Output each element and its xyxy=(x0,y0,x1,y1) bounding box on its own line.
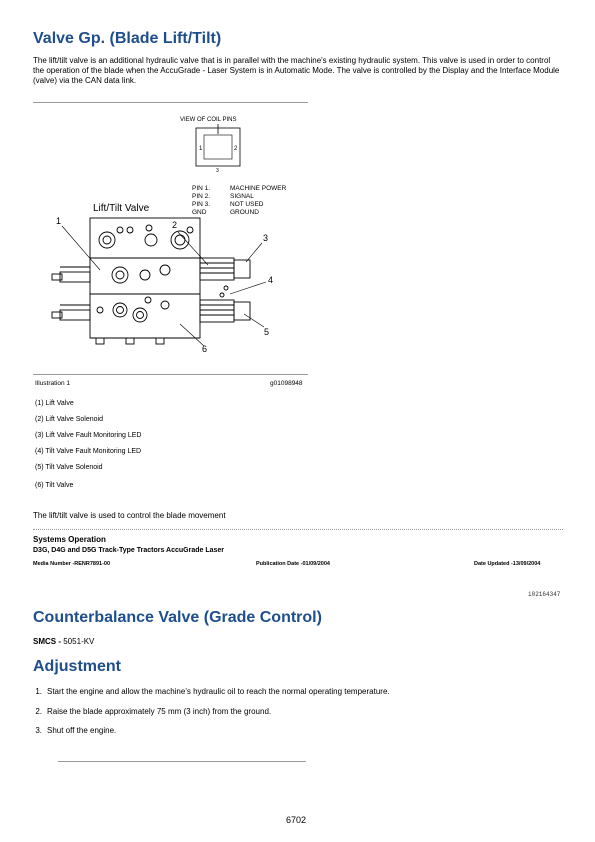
footer-heading: Systems Operation xyxy=(33,535,106,544)
step-text: Shut off the engine. xyxy=(47,726,117,735)
pin-desc: SIGNAL xyxy=(230,193,254,200)
smcs-line xyxy=(33,637,94,646)
coil-pin-3: 3 xyxy=(216,168,219,174)
valve-title: Lift/Tilt Valve xyxy=(93,203,150,214)
callout-4: 4 xyxy=(268,275,274,285)
pin-table xyxy=(192,185,287,216)
callout-2: 2 xyxy=(172,220,178,230)
pin-label: PIN 1. xyxy=(192,185,211,192)
coil-connector-inner xyxy=(204,135,232,159)
section2-title: Counterbalance Valve (Grade Control) xyxy=(33,609,322,626)
callout-5: 5 xyxy=(264,327,270,337)
smcs-value: 5051-KV xyxy=(63,637,95,646)
date-updated: Date Updated -13/09/2004 xyxy=(474,561,541,567)
page-number: 6702 xyxy=(286,815,307,825)
pin-desc: MACHINE POWER xyxy=(230,185,287,192)
legend-item: (3) Lift Valve Fault Monitoring LED xyxy=(35,432,142,439)
bottom-rule xyxy=(58,761,306,762)
adjustment-title: Adjustment xyxy=(33,658,121,675)
valve-body xyxy=(52,218,250,344)
section-title: Valve Gp. (Blade Lift/Tilt) xyxy=(33,30,222,47)
legend-item: (2) Lift Valve Solenoid xyxy=(35,416,103,423)
callout-1: 1 xyxy=(56,216,62,226)
callout-numbers xyxy=(56,216,273,354)
smcs-label: SMCS - xyxy=(33,637,61,646)
pin-desc: GROUND xyxy=(230,209,259,216)
footer-subheading: D3G, D4G and D5G Track-Type Tractors AccuGrade Laser xyxy=(33,547,225,554)
pin-label: PIN 2. xyxy=(192,193,211,200)
summary-paragraph: The lift/tilt valve is used to control the blade movement xyxy=(33,511,226,520)
section-divider xyxy=(33,529,563,530)
figure-top-rule xyxy=(33,102,308,103)
step-item: 3. Shut off the engine. xyxy=(35,726,117,735)
legend-item: (1) Lift Valve xyxy=(35,400,74,407)
lift-tilt-valve-illustration xyxy=(30,110,330,370)
legend-item: (6) Tilt Valve xyxy=(35,482,74,489)
publication-date: Publication Date -01/09/2004 xyxy=(256,561,330,567)
callout-leaders xyxy=(62,226,269,346)
callout-3: 3 xyxy=(263,233,269,243)
pin-label: GND xyxy=(192,209,207,216)
coil-pin-2: 2 xyxy=(234,146,238,152)
step-item: 1. Start the engine and allow the machine's hydraulic oil to reach the normal operating temperature. xyxy=(35,687,390,696)
figure-caption: Illustration 1 xyxy=(35,380,71,387)
legend-item: (5) Tilt Valve Solenoid xyxy=(35,464,103,471)
step-text: Raise the blade approximately 75 mm (3 inch) from the ground. xyxy=(47,707,272,716)
coil-view-title: VIEW OF COIL PINS xyxy=(180,117,237,123)
step-text: Start the engine and allow the machine's hydraulic oil to reach the normal operating temperature. xyxy=(47,687,390,696)
pin-desc: NOT USED xyxy=(230,201,264,208)
step-item: 2. Raise the blade approximately 75 mm (3 inch) from the ground. xyxy=(35,707,272,716)
callout-6: 6 xyxy=(202,344,208,354)
legend-item: (4) Tilt Valve Fault Monitoring LED xyxy=(35,448,142,455)
intro-paragraph: The lift/tilt valve is an additional hydraulic valve that is in parallel with the machine's existing hydraulic system. This valve is used in order to control the operation of the blade when the AccuGrade - Laser System is in Automatic Mode. The valve is controlled by the Display and the Interface Module (valve) via the CAN data link. xyxy=(33,56,560,85)
coil-pin-1: 1 xyxy=(199,146,203,152)
document-id: i02164347 xyxy=(528,591,561,598)
pin-label: PIN 3. xyxy=(192,201,211,208)
figure-bottom-rule xyxy=(33,374,308,375)
media-number: Media Number -RENR7891-00 xyxy=(33,561,111,567)
figure-graphic-id: g01098948 xyxy=(270,380,303,387)
